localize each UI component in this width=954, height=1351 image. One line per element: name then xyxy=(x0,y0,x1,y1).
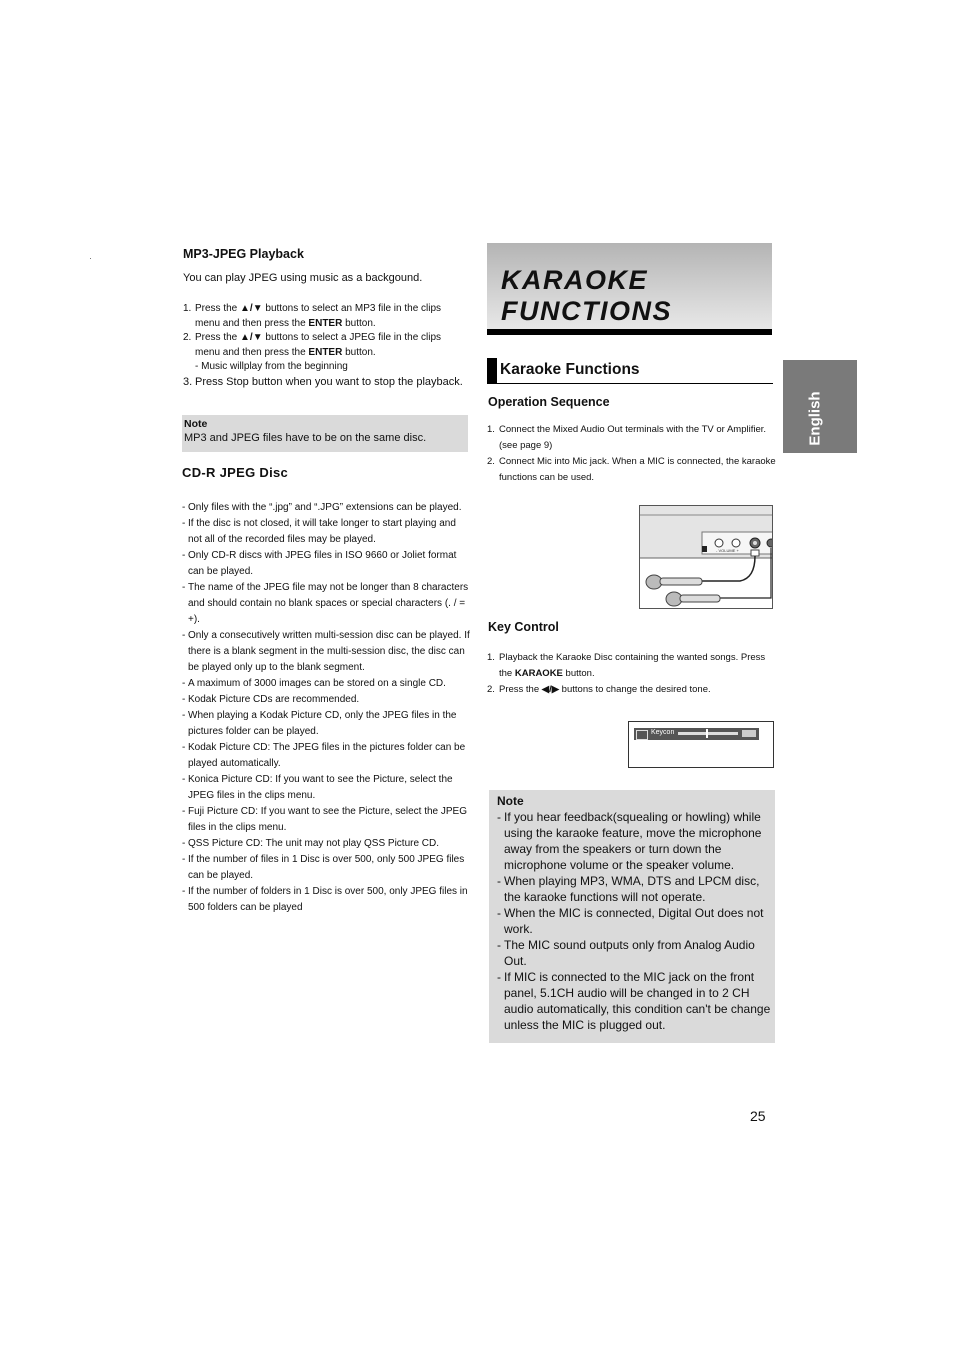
step-text: Playback the Karaoke Disc containing the wanted songs. Press the xyxy=(499,652,766,679)
note-title: Note xyxy=(184,418,208,430)
list-item xyxy=(183,331,468,375)
step-number: 2. xyxy=(487,456,495,467)
section-title: Karaoke Functions xyxy=(500,361,640,378)
list-item: - The name of the JPEG file may not be longer than 8 characters and should contain no blank spaces or special characters (. / = +). xyxy=(182,580,472,628)
karaoke-note-box xyxy=(489,790,775,1043)
page-number: 25 xyxy=(750,1108,766,1124)
step-text: buttons to change the desired tone. xyxy=(559,684,711,695)
list-item: - If the number of files in 1 Disc is over 500, only 500 JPEG files can be played. xyxy=(182,852,472,884)
step-text: Connect the Mixed Audio Out terminals with the TV or Amplifier. (see page 9) xyxy=(499,424,767,451)
cdr-jpeg-heading: CD-R JPEG Disc xyxy=(182,465,289,480)
list-item xyxy=(487,682,777,698)
volume-label: - VOLUME + xyxy=(716,548,739,553)
section-marker xyxy=(487,358,497,384)
step-text: Press the xyxy=(195,303,241,314)
step-text: Press Stop button when you want to stop the playback. xyxy=(195,375,463,388)
karaoke-key-label: KARAOKE xyxy=(514,668,563,679)
device-drawing xyxy=(640,506,773,609)
note-list xyxy=(497,809,773,1033)
cdr-jpeg-list xyxy=(182,500,472,916)
banner-line-1: KARAOKE xyxy=(501,265,649,295)
list-item: - The MIC sound outputs only from Analog Audio Out. xyxy=(497,937,773,969)
list-item xyxy=(183,302,468,331)
mp3-steps-list xyxy=(183,302,468,390)
list-item: - QSS Picture CD: The unit may not play QSS Picture CD. xyxy=(182,836,472,852)
up-down-arrows-icon: ▲/▼ xyxy=(240,332,263,343)
list-item: - Fuji Picture CD: If you want to see the Picture, select the JPEG files in the clips menu. xyxy=(182,804,472,836)
step-text: button. xyxy=(562,668,595,679)
section-underline xyxy=(487,383,773,384)
keycon-end-icon xyxy=(742,730,756,737)
step-number: 1. xyxy=(487,424,495,435)
enter-key-label: ENTER xyxy=(308,317,343,329)
list-item xyxy=(487,454,777,486)
note-title: Note xyxy=(497,794,524,808)
step-text: buttons to select an MP3 file in the clips menu and then press the xyxy=(195,303,442,329)
keycon-label: Keycon xyxy=(651,729,675,736)
list-item xyxy=(487,650,777,682)
step-number: 1. xyxy=(487,652,495,663)
mp3-jpeg-heading: MP3-JPEG Playback xyxy=(183,247,304,261)
step-text: button. xyxy=(342,346,376,358)
keycon-bar xyxy=(634,728,759,740)
step-subnote: - Music willplay from the beginning xyxy=(195,361,348,372)
step-text: buttons to select a JPEG file in the clips menu and then press the xyxy=(195,332,442,358)
step-number: 3. xyxy=(183,375,193,388)
list-item: - When the MIC is connected, Digital Out does not work. xyxy=(497,905,773,937)
list-item: - Only CD-R discs with JPEG files in ISO 9660 or Joliet format can be played. xyxy=(182,548,472,580)
keycon-osd-screen xyxy=(628,721,774,768)
left-right-arrows-icon: ◀/▶ xyxy=(541,684,560,695)
key-control-list xyxy=(487,650,777,698)
mp3-note-box xyxy=(182,415,468,452)
mic-connection-illustration xyxy=(639,505,773,609)
mp3-jpeg-intro: You can play JPEG using music as a backgound. xyxy=(183,272,423,284)
operation-sequence-heading: Operation Sequence xyxy=(488,395,610,409)
step-text: Connect Mic into Mic jack. When a MIC is connected, the karaoke functions can be used. xyxy=(499,456,776,483)
operation-steps-list xyxy=(487,422,777,486)
music-note-icon xyxy=(636,730,648,740)
banner-line-2: FUNCTIONS xyxy=(501,296,672,326)
list-item: - Kodak Picture CD: The JPEG files in the pictures folder can be played automatically. xyxy=(182,740,472,772)
note-text: MP3 and JPEG files have to be on the same disc. xyxy=(184,432,427,444)
chapter-banner xyxy=(487,243,772,335)
list-item: - If the number of folders in 1 Disc is over 500, only JPEG files in 500 folders can be played xyxy=(182,884,472,916)
list-item: - When playing a Kodak Picture CD, only the JPEG files in the pictures folder can be played. xyxy=(182,708,472,740)
keycon-slider-track xyxy=(678,732,738,735)
list-item xyxy=(487,422,777,454)
list-item: - Kodak Picture CDs are recommended. xyxy=(182,692,472,708)
list-item xyxy=(183,375,468,390)
language-tab xyxy=(783,360,857,453)
list-item: - When playing MP3, WMA, DTS and LPCM disc, the karaoke functions will not operate. xyxy=(497,873,773,905)
list-item: - If you hear feedback(squealing or howling) while using the karaoke feature, move the microphone away from the speakers or turn down the microphone volume or the speaker volume. xyxy=(497,809,773,873)
list-item: - A maximum of 3000 images can be stored on a single CD. xyxy=(182,676,472,692)
list-item: - Only a consecutively written multi-session disc can be played. If there is a blank segment in the multi-session disc, the disc can be played only up to the blank segment. xyxy=(182,628,472,676)
list-item: - If the disc is not closed, it will take longer to start playing and not all of the recorded files may be played. xyxy=(182,516,472,548)
step-text: Press the xyxy=(499,684,542,695)
key-control-heading: Key Control xyxy=(488,620,559,634)
list-item: - If MIC is connected to the MIC jack on the front panel, 5.1CH audio will be changed in to 2 CH audio automatically, this condition can't be change unless the MIC is plugged out. xyxy=(497,969,773,1033)
step-number: 2. xyxy=(183,332,192,343)
step-text: button. xyxy=(342,317,376,329)
language-tab-label: English xyxy=(806,391,824,446)
enter-key-label: ENTER xyxy=(308,346,343,358)
keycon-slider-knob xyxy=(706,729,708,738)
list-item: - Konica Picture CD: If you want to see the Picture, select the JPEG files in the clips menu. xyxy=(182,772,472,804)
page-speck xyxy=(90,258,91,259)
step-number: 2. xyxy=(487,684,495,695)
up-down-arrows-icon: ▲/▼ xyxy=(240,303,263,314)
step-number: 1. xyxy=(183,303,192,314)
step-text: Press the xyxy=(195,332,241,343)
list-item: - Only files with the “.jpg” and “.JPG” extensions can be played. xyxy=(182,500,472,516)
